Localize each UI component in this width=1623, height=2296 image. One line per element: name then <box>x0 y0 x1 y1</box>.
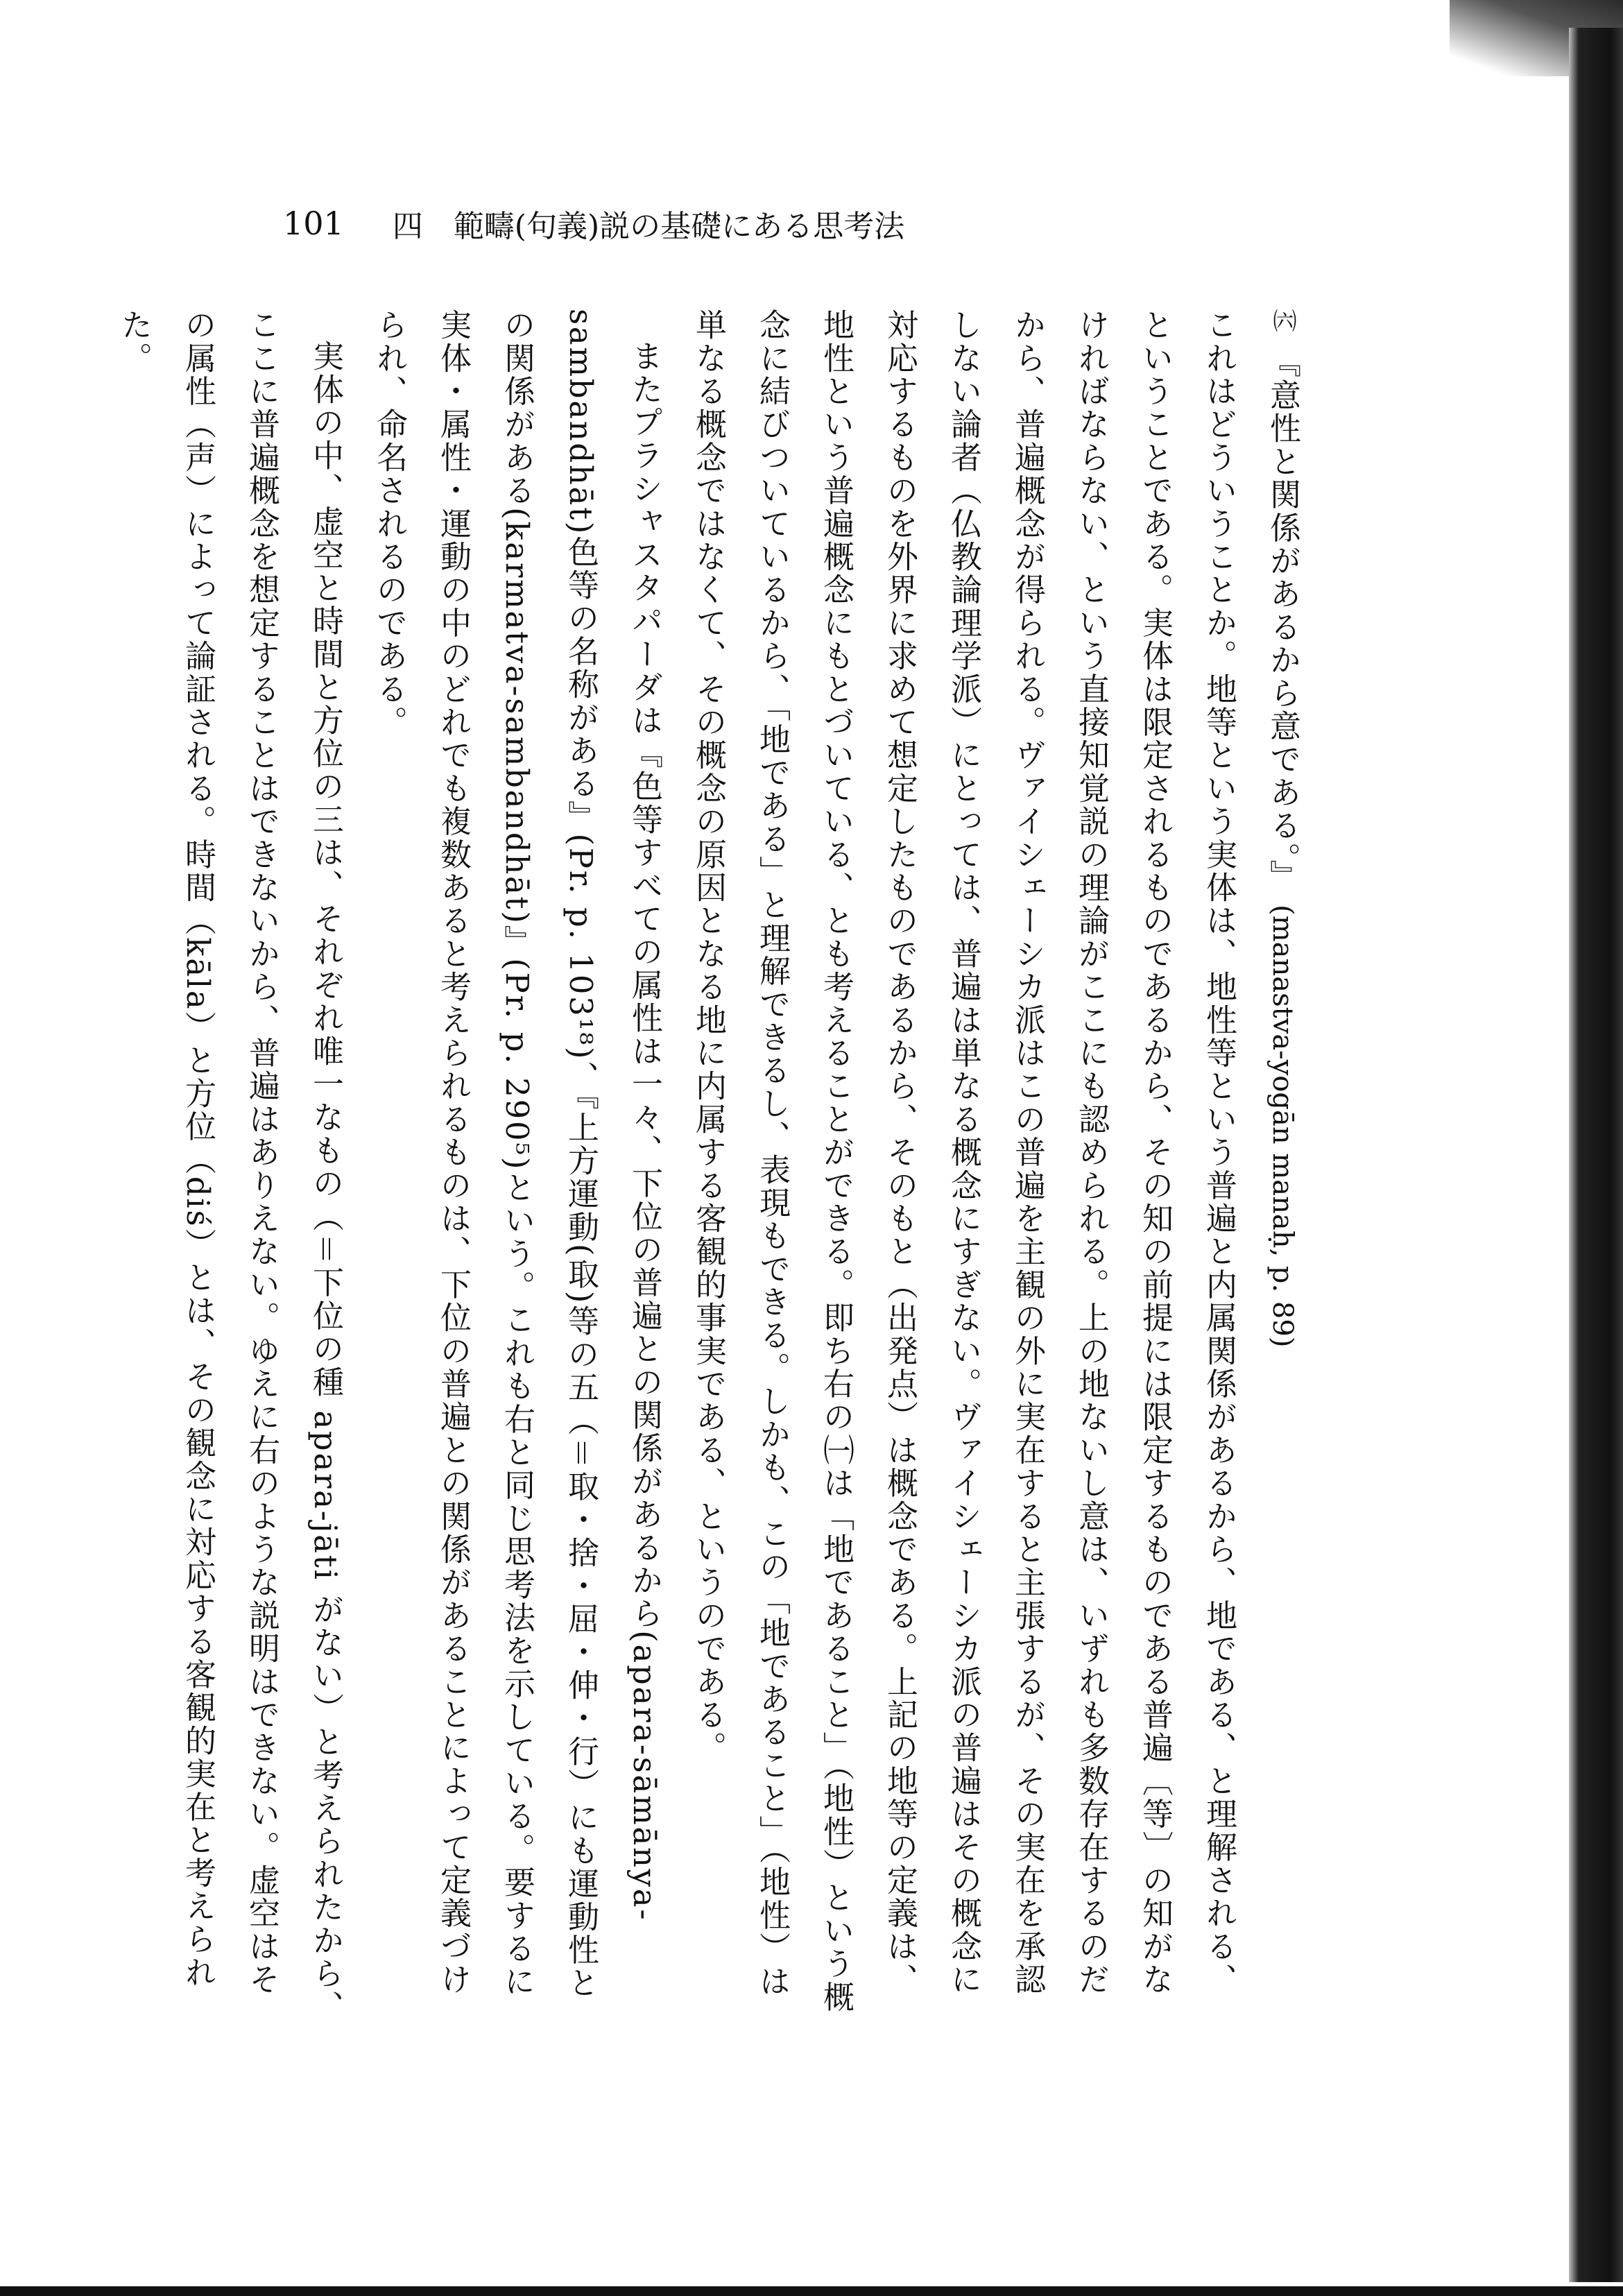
scan-binding-edge <box>1569 28 1623 2282</box>
section-heading <box>1251 309 1314 2029</box>
chapter-title: 範疇(句義)説の基礎にある思考法 <box>453 209 905 244</box>
paragraph: またプラシャスタパーダは『色等すべての属性は一々、下位の普遍との関係があるから(apara-sāmānya-sambandhāt)色等の名称がある』(Pr. p. 103¹⁸)、『上方運動(取)等の五（＝取・捨・屈・伸・行）にも運動性との関係がある(karmatva-sambandhāt)』(Pr. p. 290⁵)という。これも右と同じ思考法を示している。要するに実体・属性・運動の中のどれでも複数あると考えられるものは、下位の普遍との関係があることによって定義づけられ、命名されるのである。 <box>371 309 663 2000</box>
paragraph: これはどういうことか。地等という実体は、地性等という普遍と内属関係があるから、地である、と理解される、ということである。実体は限定されるものであるから、その知の前提には限定するものである普遍〔等〕の知がなければならない、という直接知覚説の理論がここにも認められる。上の地ないし意は、いずれも多数存在するのだから、普遍概念が得られる。ヴァイシェーシカ派はこの普遍を主観の外に実在すると主張するが、その実在を承認しない論者（仏教論理学派）にとっては、普遍は単なる概念にすぎない。ヴァイシェーシカ派の普遍はその概念に対応するものを外界に求めて想定したものであるから、そのもと（出発点）は概念である。上記の地等の定義は、地性という普遍概念にもとづいている、とも考えることができる。即ち右の㈠は「地であること」（地性）という概念に結びついているから、「地である」と理解できるし、表現もできる。しかも、この「地であること」（地性）は単なる概念ではなくて、その概念の原因となる地に内属する客観的事実である、というのである。 <box>690 309 1237 2014</box>
section-marker: ㈥ <box>1269 309 1296 334</box>
scan-edge-bottom <box>0 2286 1623 2296</box>
paragraph: 実体の中、虚空と時間と方位の三は、それぞれ唯一なもの（＝下位の種 apara-jāti がない）と考えられたから、ここに普遍概念を想定することはできないから、普遍はありえない。ゆえに右のような説明はできない。虚空はその属性（声）によって論証される。時間（kāla）と方位（diś）とは、その観念に対応する客観的実在と考えられた。 <box>116 309 344 2023</box>
section-heading-text: 『意性と関係があるから意である。』 <box>1264 345 1301 893</box>
chapter-number: 四 <box>392 209 423 244</box>
body-text <box>116 309 1314 2029</box>
page-number: 101 <box>283 205 344 242</box>
running-head <box>283 196 904 251</box>
section-citation: (manastva-yogān manaḥ, p. 89) <box>1266 905 1298 1348</box>
